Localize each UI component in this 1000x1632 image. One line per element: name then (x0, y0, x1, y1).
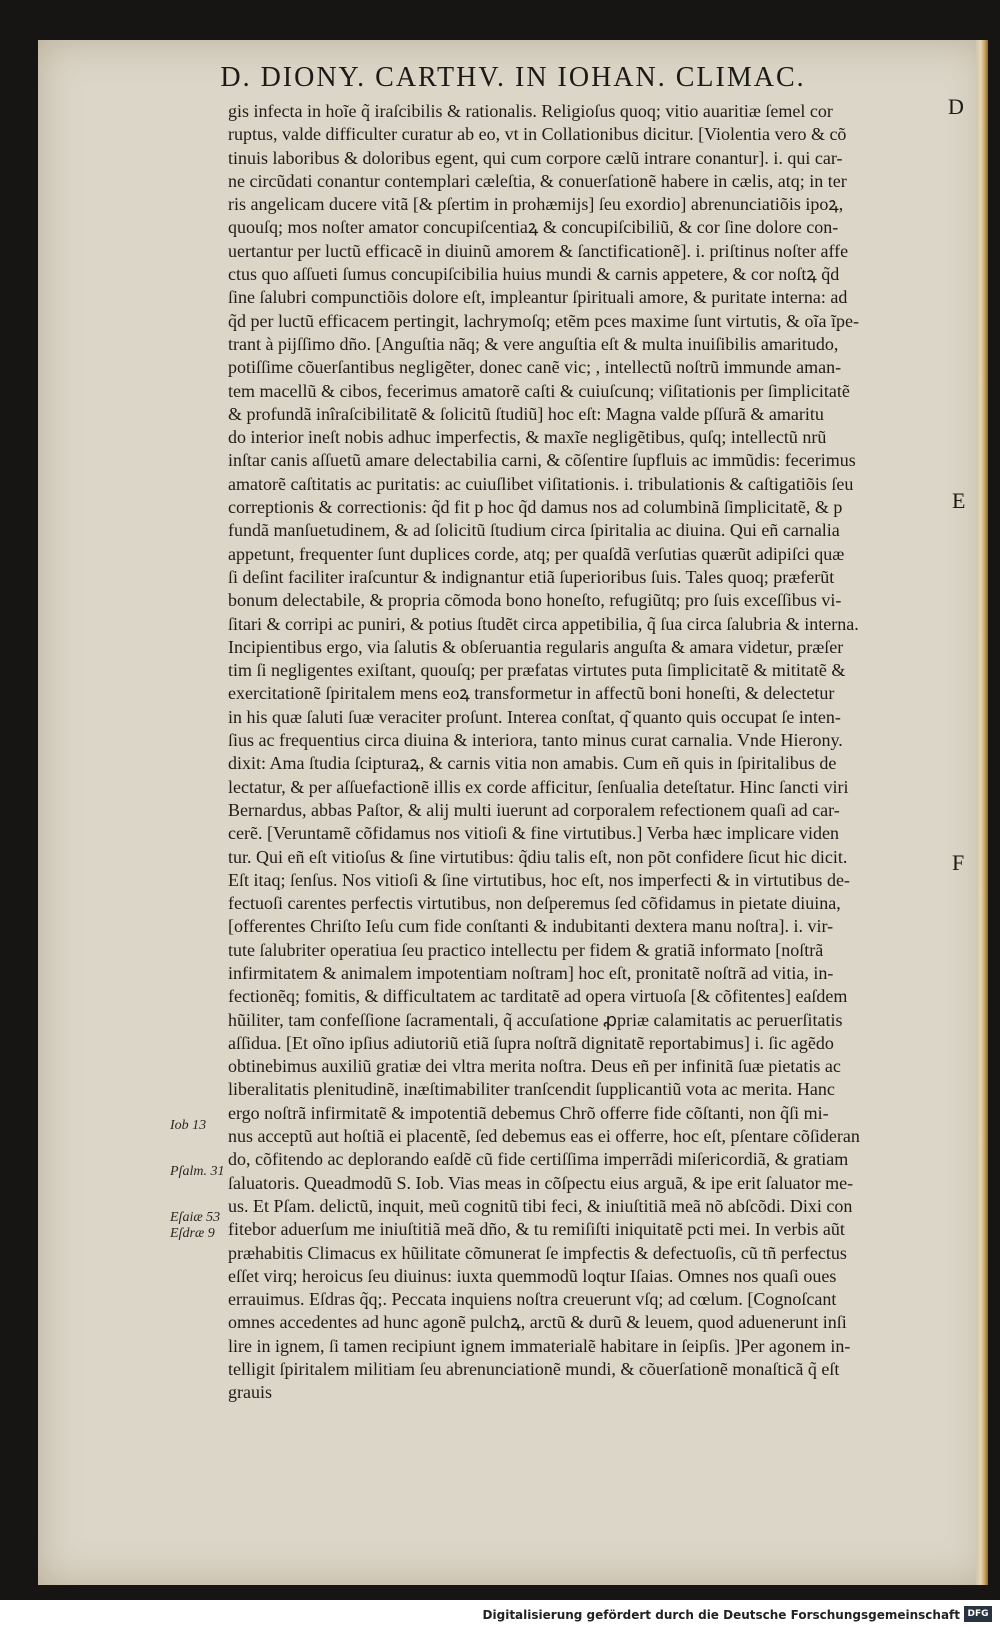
text-line: tim ſi negligentes exiſtant, quouſq; per præfatas virtutes puta ſimplicitatẽ & mititatẽ & (228, 660, 846, 681)
text-line: aſſidua. [Et oĩno ipſius adiutoriũ etiã ſupra noſtrã dignitatẽ reportabimus] i. ſic agẽdo (228, 1032, 834, 1053)
text-line: tinuis laboribus & doloribus egent, qui cum corpore cælũ intrare conantur]. i. qui car- (228, 147, 843, 168)
text-line: Bernardus, abbas Paſtor, & alij multi iuerunt ad corporalem refectionem quaſi ad car- (228, 799, 840, 820)
text-line: liberalitatis plenitudinẽ, inæſtimabiliter tranſcendit ſupplicantiũ vota ac merita. Hanc (228, 1079, 835, 1100)
page-edge (976, 40, 988, 1585)
text-line: ſi deſint faciliter iraſcuntur & indignantur etiã ſuperioribus ſuis. Tales quoq; præferũt (228, 566, 835, 587)
text-line: tur. Qui eñ eſt vitioſus & ſine virtutibus: q̃diu talis eſt, non põt confidere ſicut hic dicit. (228, 846, 848, 867)
text-line: trant à pijſſimo dño. [Anguſtia nãq; & vere anguſtia eſt & multa inuiſibilis amaritudo, (228, 333, 839, 354)
text-line: quouſq; mos noſter amator concupiſcentiaꝝ & concupiſcibiliũ, & cor ſine dolore con- (228, 217, 839, 238)
body-text (228, 100, 928, 1405)
margin-letter-f: F (952, 850, 965, 875)
text-line: gis infecta in hoĩe q̃ iraſcibilis & rationalis. Religioſus quoq; vitio auaritiæ ſemel cor (228, 101, 833, 121)
text-line: tem macellũ & cibos, fecerimus amatorẽ caſti & cuiuſcunq; viſitationis per ſimplicitatẽ (228, 380, 850, 401)
text-line: fectuoſi carentes perfectis virtutibus, non deſperemus ſed cõfidamus in pietate diuina, (228, 893, 841, 914)
text-line: nus acceptũ aut hoſtiã ei placentẽ, ſed debemus eas ei offerre, hoc eſt, pſentare cõſideran (228, 1126, 860, 1147)
text-line: lectatur, & per aſſuefactionẽ illis ex corde afficitur, ſenſualia deteſtatur. Hinc ſancti viri (228, 776, 849, 797)
text-line: hũiliter, tam confeſſione ſacramentali, q̃ accuſatione ꝓpriæ calamitatis ac peruerſitatis (228, 1009, 843, 1030)
text-line: potiſſime cõuerſantibus negligẽter, donec canẽ vic; , intellectũ noſtrũ immunde aman- (228, 357, 842, 378)
margin-ref-job: Iob 13 (170, 1118, 207, 1133)
text-line: exercitationẽ ſpiritalem mens eoꝝ transformetur in affectũ boni honeſti, & delectetur (228, 683, 835, 704)
text-line: infirmitatem & animalem impotentiam noſtram] hoc eſt, pronitatẽ noſtrã ad vitia, in- (228, 962, 834, 983)
text-line: uertantur per luctũ efficacẽ in diuinũ amorem & ſanctificationẽ]. i. priſtinus noſter affe (228, 240, 849, 261)
running-head: D. DIONY. CARTHV. IN IOHAN. CLIMAC. (220, 62, 806, 93)
margin-ref-psalm: Pſalm. 31 (170, 1164, 225, 1179)
text-line: dixit: Ama ſtudia ſcipturaꝝ, & carnis vitia non amabis. Cum eñ quis in ſpiritalibus de (228, 753, 837, 774)
margin-ref-esdras: Eſdræ 9 (170, 1226, 215, 1241)
text-line: us. Et Pſam. delictũ, inquit, meũ cognitũ tibi feci, & iniuſtitiã meã nõ abſcõdi. Dixi con (228, 1195, 853, 1216)
text-line: q̃d per luctũ efficacem pertingit, lachrymoſq; etẽm pces maxime ſunt virtutis, & oĩa ĩpe- (228, 310, 859, 331)
text-line: omnes accedentes ad hunc agonẽ pulchꝝ, arctũ & durũ & leuem, quod aduenerunt inſi (228, 1312, 847, 1333)
text-line: lire in ignem, ſi tamen recipiunt ignem immaterialẽ habitare in ſeipſis. ]Per agonem in- (228, 1335, 851, 1356)
text-line: do interior ineſt nobis adhuc imperfectis, & maxĩe negligẽtibus, quſq; intellectũ nrũ (228, 427, 827, 448)
footer-credit: Digitalisierung gefördert durch die Deutsche Forschungsgemeinschaft (482, 1608, 960, 1622)
text-line: ris angelicam ducere vitã [& pſertim in prohæmijs] ſeu exordio] abrenunciatiõis ipoꝝ, (228, 194, 844, 215)
text-line: errauimus. Eſdras q̃q;. Peccata inquiens noſtra creuerunt vſq; ad cœlum. [Cognoſcant (228, 1289, 837, 1310)
text-line: inſtar canis aſſuetũ amare delectabilia carni, & cõſentire ſupfluis ac immũdis: fecerimus (228, 450, 856, 471)
text-line: bonum delectabile, & propria cõmoda bono honeſto, refugiũtq; pro ſuis exceſſibus vi- (228, 590, 842, 611)
text-line: fundã manſuetudinem, & ad ſolicitũ ſtudium circa ſpiritalia ac diuina. Qui eñ carnalia (228, 520, 840, 541)
text-line: grauis (228, 1382, 272, 1403)
text-line: ergo noſtrã infirmitatẽ & impotentiã debemus Chrõ offerre fide cõſtanti, non q̃ſi mi- (228, 1102, 829, 1123)
text-line: ctus quo aſſueti ſumus concupiſcibilia huius mundi & carnis appetere, & cor noſtꝝ q̃d (228, 264, 840, 285)
text-line: obtinebimus auxiliũ gratiæ dei vltra merita noſtra. Deus eñ per infinitã ſuæ pietatis ac (228, 1056, 841, 1077)
text-line: in his quæ ſaluti ſuæ veraciter proſunt. Interea conſtat, q͂ quanto quis occupat ſe inten- (228, 706, 841, 727)
text-line: correptionis & correctionis: q̃d fit p hoc q̃d damus nos ad columbinã ſimplicitatẽ, & p (228, 497, 843, 518)
text-line: [offerentes Chriſto Ieſu cum fide conſtanti & indubitanti dextera manu noſtra]. i. vir- (228, 916, 834, 937)
text-line: amatorẽ caſtitatis ac puritatis: ac cuiuſlibet viſitationis. i. tribulationis & caſtigatiõis ſeu (228, 473, 854, 494)
text-line: cerẽ. [Veruntamẽ cõfidamus nos vitioſi & fine virtutibus.] Verba hæc implicare viden (228, 823, 839, 844)
book-page (38, 40, 988, 1585)
dfg-logo-icon: DFG (964, 1606, 992, 1622)
text-line: præhabitis Climacus ex hũilitate cõmunerat ſe impfectis & defectuoſis, cũ tñ perfectus (228, 1242, 847, 1263)
text-line: ſitari & corripi ac puniri, & potius ſtudẽt circa appetibilia, q̃ ſua circa ſalubria & interna. (228, 613, 859, 634)
text-line: ſius ac frequentius circa diuina & interiora, tanto minus curat carnalia. Vnde Hierony. (228, 730, 843, 751)
text-line: ne circũdati conantur contemplari cæleſtia, & conuerſationẽ habere in cælis, atq; in ter (228, 170, 847, 191)
text-line: Eſt itaq; ſenſus. Nos vitioſi & ſine virtutibus, hoc eſt, nos imperfecti & in virtutibus de- (228, 869, 850, 890)
text-line: eſſet virq; heroicus ſeu diuinus: iuxta quemmodũ loqtur Iſaias. Omnes nos quaſi oues (228, 1265, 837, 1286)
text-line: tute ſalubriter operatiua ſeu practico intellectu per fidem & gratiã informato [noſtrã (228, 939, 824, 960)
margin-letter-e: E (952, 488, 966, 513)
text-line: do, cõfitendo ac deplorando eaſdẽ cũ fide certiſſima imperrãdi miſericordiã, & gratiam (228, 1149, 849, 1170)
text-line: ruptus, valde difficulter curatur ab eo, vt in Collationibus dicitur. [Violentia vero & cõ (228, 124, 847, 145)
text-line: ſine ſalubri compunctiõis dolore eſt, impleantur ſpirituali amore, & puritate interna: ad (228, 287, 848, 308)
margin-ref-isaiah: Eſaiæ 53 (170, 1210, 221, 1225)
text-line: appetunt, frequenter ſunt duplices corde, atq; per quaſdã verſutias quærũt adipiſci quæ (228, 543, 845, 564)
text-line: Incipientibus ergo, via ſalutis & obſeruantia regularis anguſta & amara videtur, præſer (228, 636, 844, 657)
text-line: ſaluatoris. Queadmodũ S. Iob. Vias meas in cõſpectu eius arguã, & ipe erit ſaluator me- (228, 1172, 854, 1193)
text-line: fitebor aduerſum me iniuſtitiã meã dño, & tu remiſiſti iniquitatẽ pcti mei. In verbis aũt (228, 1219, 845, 1240)
text-line: fectionẽq; fomitis, & difficultatem ac tarditatẽ ad opera virtuoſa [& cõfitentes] eaſdem (228, 986, 848, 1007)
text-line: & profundã inîraſcibilitatẽ & ſolicitũ ſtudiũ] hoc eſt: Magna valde pſſurã & amaritu (228, 403, 824, 424)
margin-letter-d: D (948, 94, 964, 119)
text-line: telligit ſpiritalem militiam ſeu abrenunciationẽ mundi, & cõuerſationẽ monaſticã q̃ eſt (228, 1359, 840, 1380)
